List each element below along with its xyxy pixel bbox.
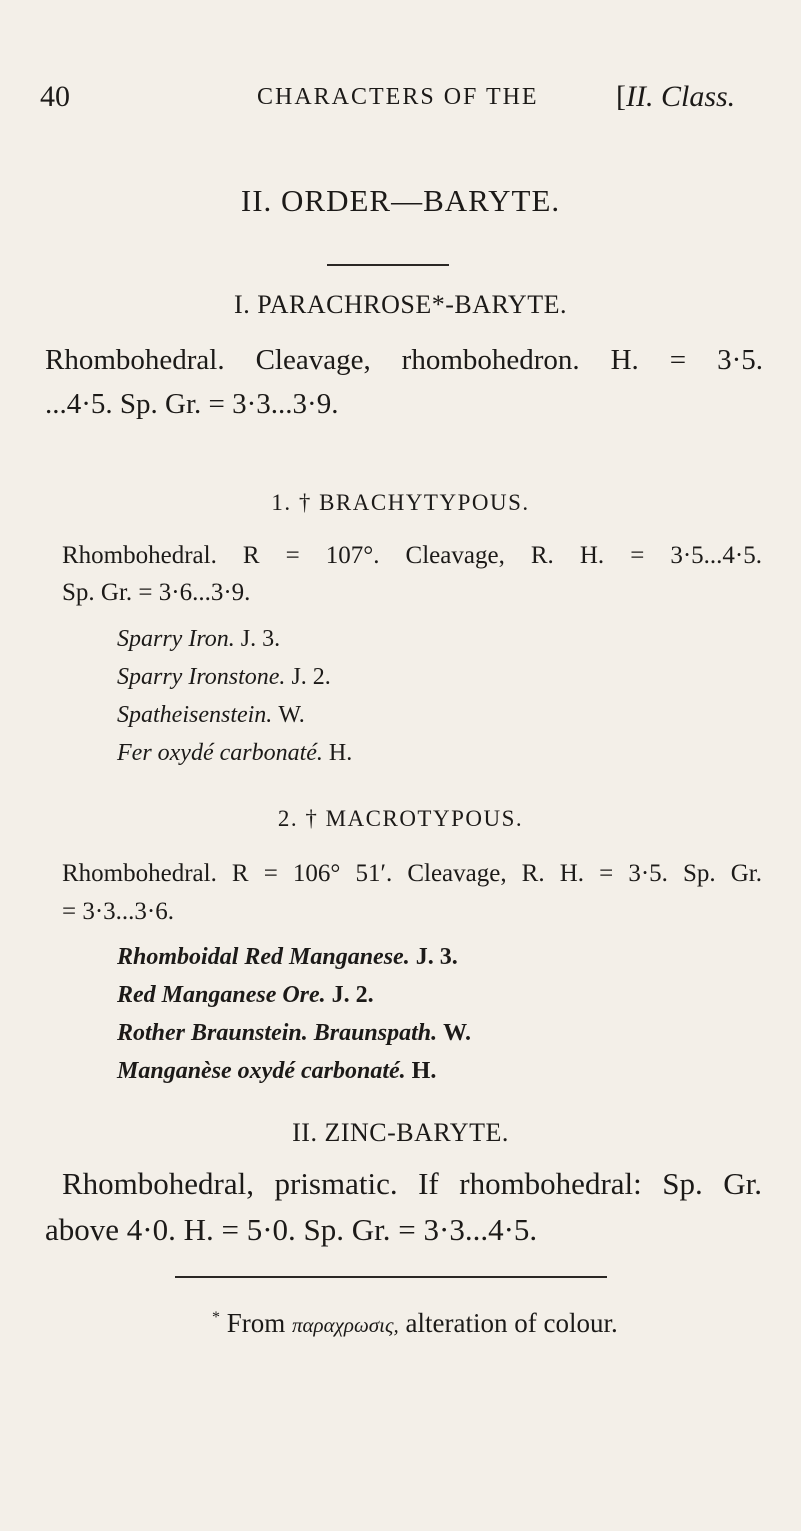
footnote-rule: [175, 1276, 607, 1278]
footnote: [212, 1308, 618, 1339]
species-description-line: = 3·3...3·6.: [62, 898, 174, 925]
synonym-entry: Manganèse oxydé carbonaté. H.: [117, 1058, 437, 1084]
species-description-line: Sp. Gr. = 3·6...3·9.: [62, 579, 251, 606]
species-title-brachytypous: 1. † BRACHYTYPOUS.: [271, 490, 530, 515]
synonym-entry: Sparry Iron. J. 3.: [117, 626, 281, 652]
species-description-line: Rhombohedral. R = 106° 51′. Cleavage, R. H. = 3·5. Sp. Gr.: [62, 860, 762, 887]
footnote-text: From: [226, 1308, 286, 1338]
synonym-entry: Fer oxydé carbonaté. H.: [117, 740, 353, 766]
genus-description-line: Rhombohedral. Cleavage, rhombohedron. H. = 3·5.: [45, 344, 763, 376]
genus-description-line: above 4·0. H. = 5·0. Sp. Gr. = 3·3...4·5.: [45, 1212, 538, 1247]
genus-description-line: Rhombohedral, prismatic. If rhombohedral: Sp. Gr.: [62, 1166, 762, 1201]
synonym-entry: Rhomboidal Red Manganese. J. 3.: [117, 944, 458, 970]
running-title: CHARACTERS OF THE: [257, 84, 539, 110]
synonym-entry: Spatheisenstein. W.: [117, 702, 305, 728]
species-description-line: Rhombohedral. R = 107°. Cleavage, R. H. = 3·5...4·5.: [62, 542, 762, 569]
genus-title-parachrose: I. PARACHROSE*-BARYTE.: [234, 290, 567, 319]
genus-title-zinc: II. ZINC-BARYTE.: [292, 1118, 509, 1147]
synonym-entry: Red Manganese Ore. J. 2.: [117, 982, 374, 1008]
synonym-entry: Sparry Ironstone. J. 2.: [117, 664, 331, 690]
genus-description-line: ...4·5. Sp. Gr. = 3·3...3·9.: [45, 388, 339, 420]
footnote-text: alteration of colour.: [405, 1308, 618, 1338]
class-reference: [II. Class.: [616, 80, 736, 113]
title-rule: [327, 264, 449, 266]
footnote-marker: *: [212, 1309, 220, 1326]
page-number: 40: [40, 80, 70, 113]
species-title-macrotypous: 2. † MACROTYPOUS.: [277, 806, 524, 831]
footnote-greek: παραχρωσις,: [292, 1313, 399, 1337]
order-title: II. ORDER—BARYTE.: [240, 183, 561, 218]
synonym-entry: Rother Braunstein. Braunspath. W.: [117, 1020, 471, 1046]
